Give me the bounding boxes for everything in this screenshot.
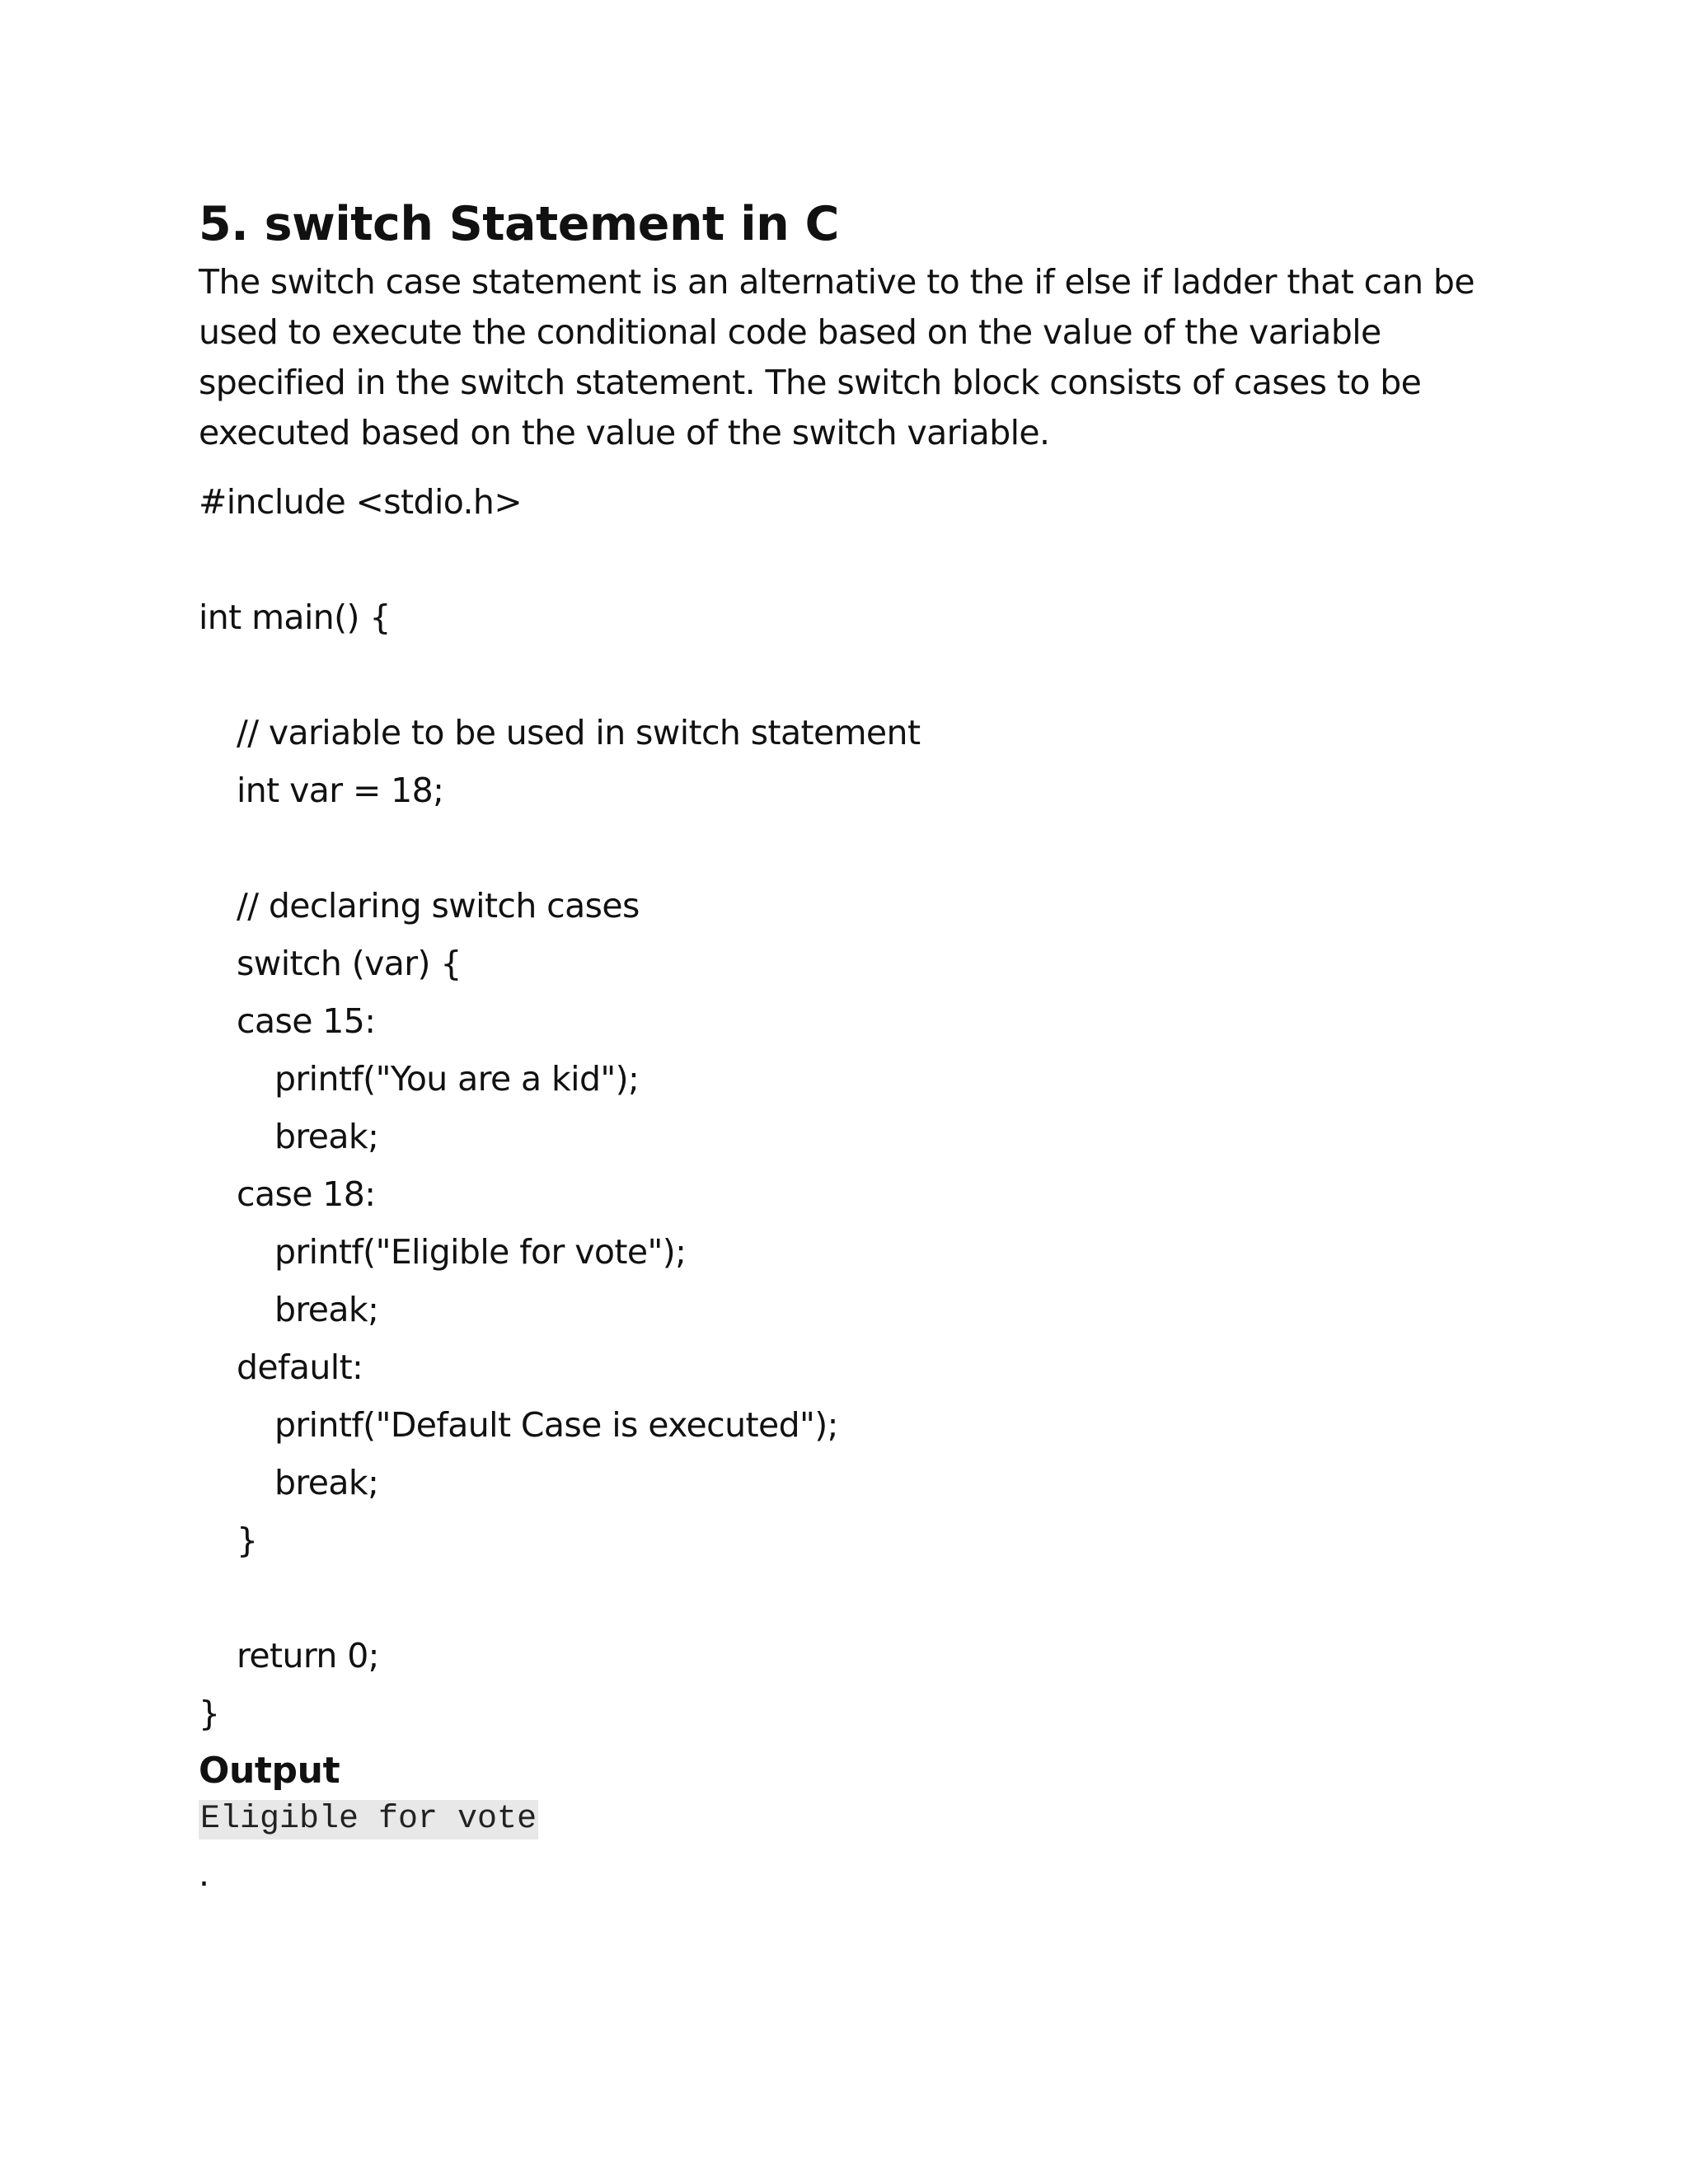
code-line: }	[199, 1694, 220, 1733]
output-text: Eligible for vote	[200, 1801, 537, 1838]
intro-line: executed based on the value of the switch variable.	[199, 413, 1050, 452]
code-line: break;	[274, 1290, 379, 1329]
code-line: return 0;	[237, 1636, 379, 1675]
code-line: default:	[237, 1347, 363, 1387]
code-block	[199, 473, 1501, 1742]
code-line: break;	[274, 1117, 379, 1156]
code-line: case 18:	[237, 1174, 376, 1214]
code-blank-line	[199, 646, 1501, 704]
intro-line: The switch case statement is an alternative to the if else if ladder that can be	[199, 262, 1475, 302]
code-blank-line	[199, 819, 1501, 877]
code-comment: // declaring switch cases	[237, 886, 640, 926]
code-line: int main() {	[199, 598, 391, 637]
code-line: printf("You are a kid");	[274, 1059, 640, 1099]
intro-line: specified in the switch statement. The switch block consists of cases to be	[199, 363, 1422, 402]
intro-paragraph	[199, 257, 1501, 458]
code-line: printf("Default Case is executed");	[274, 1405, 838, 1445]
trailing-text: .	[199, 1854, 210, 1894]
code-line: }	[237, 1521, 258, 1560]
code-blank-line	[199, 531, 1501, 588]
code-line: switch (var) {	[237, 944, 462, 983]
code-blank-line	[199, 1569, 1501, 1627]
document-page	[199, 191, 1501, 1899]
code-comment: // variable to be used in switch statement	[237, 713, 921, 752]
code-line: printf("Eligible for vote");	[274, 1232, 687, 1272]
section-heading: 5. switch Statement in C	[199, 197, 839, 251]
output-heading: Output	[199, 1750, 340, 1792]
intro-line: used to execute the conditional code based on the value of the variable	[199, 312, 1381, 352]
code-line: break;	[274, 1463, 379, 1502]
code-line: case 15:	[237, 1001, 376, 1041]
code-line: #include <stdio.h>	[199, 482, 523, 522]
code-line: int var = 18;	[237, 771, 444, 810]
